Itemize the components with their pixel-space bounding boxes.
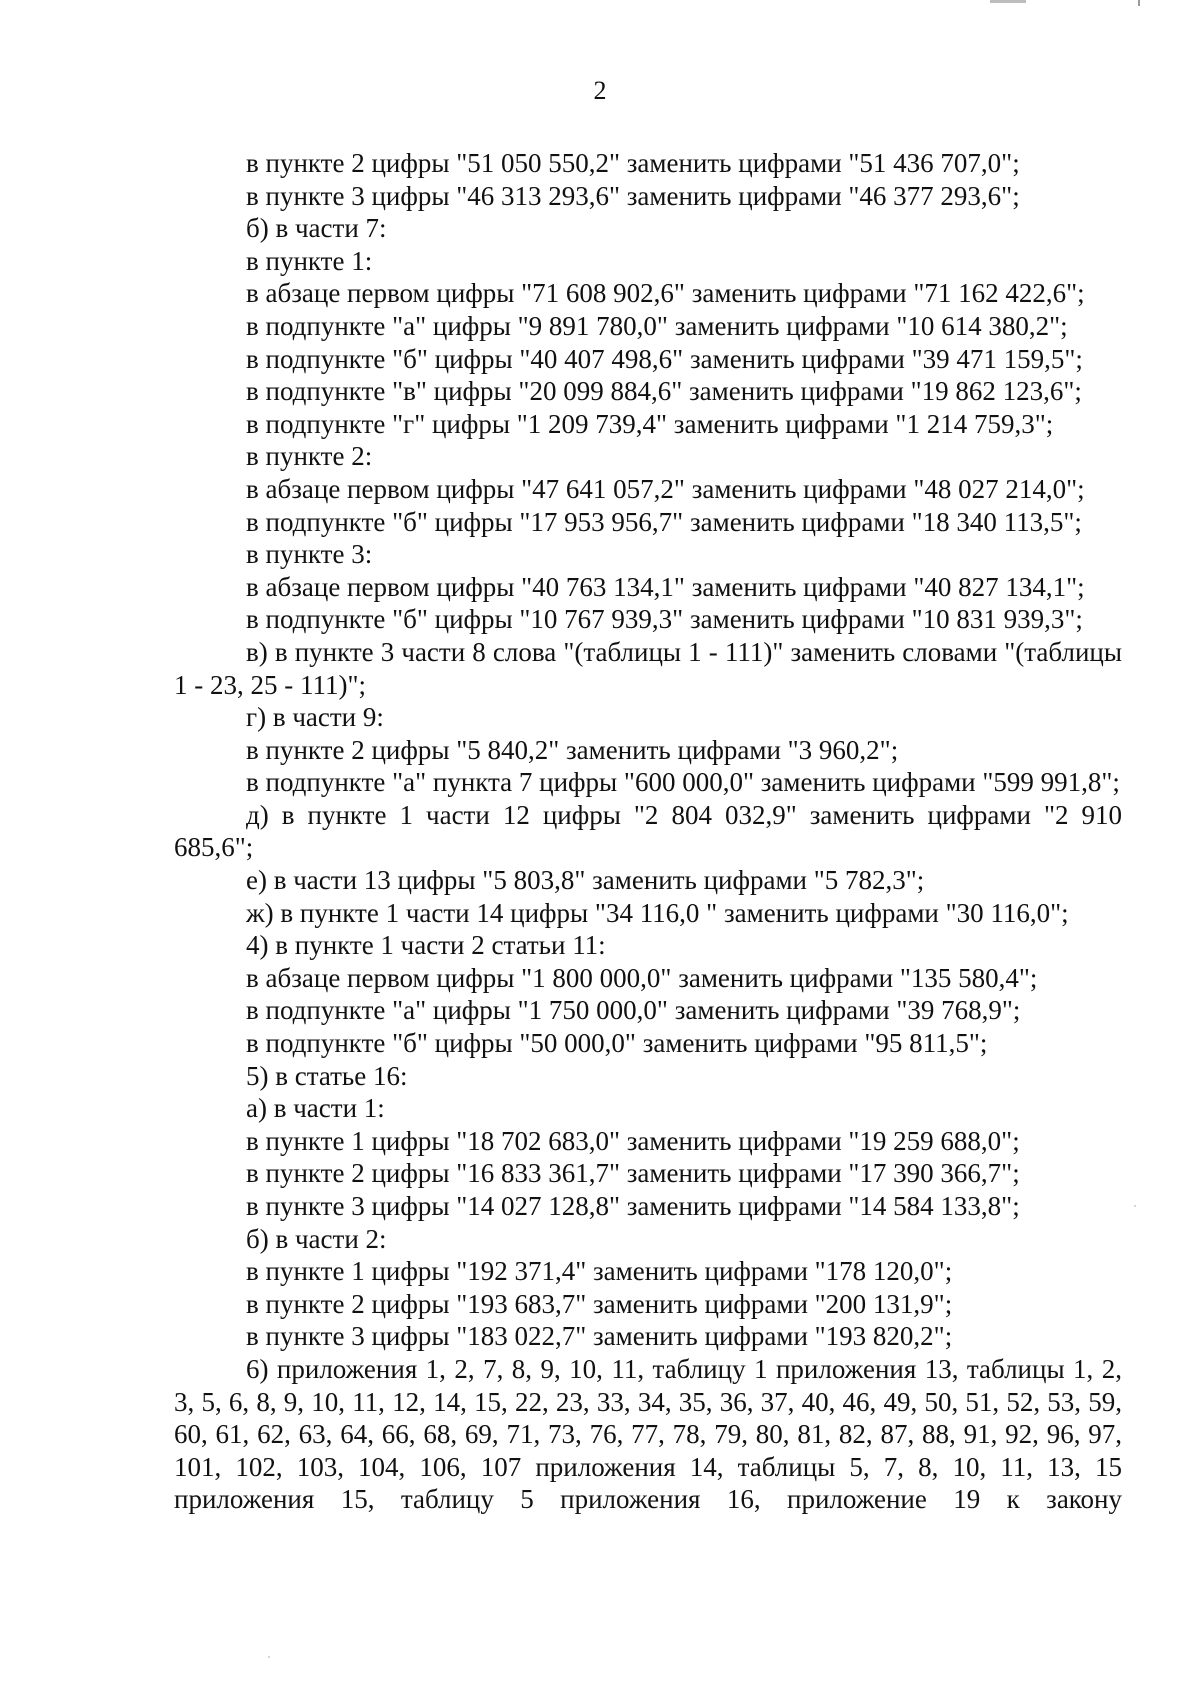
paragraph: в пункте 2 цифры "5 840,2" заменить цифрами "3 960,2"; xyxy=(246,734,899,765)
paragraph: в пункте 3: xyxy=(246,539,373,570)
paragraph: ж) в пункте 1 части 14 цифры "34 116,0 " заменить цифрами "30 116,0"; xyxy=(246,897,1069,928)
paragraph: в пункте 1: xyxy=(246,245,373,276)
scan-edge-mark-right xyxy=(1138,0,1140,6)
scan-edge-mark-left xyxy=(990,0,1026,3)
scan-speck xyxy=(1134,1205,1136,1207)
paragraph: в пункте 2 цифры "193 683,7" заменить цифрами "200 131,9"; xyxy=(246,1288,953,1319)
paragraph: в пункте 1 цифры "192 371,4" заменить цифрами "178 120,0"; xyxy=(246,1256,953,1287)
paragraph: 6) приложения 1, 2, 7, 8, 9, 10, 11, таблицу 1 приложения 13, таблицы 1, 2, 3, 5, 6, 8, 9, 10, 11, 12, 14, 15, 22, 23, 33, 34, 35, 36, 37, 40, 46, 49, 50, 51, 52, 53, 59, 60, 61, 62, 63, 64, 66, 68, 69, 71, 73, 76, 77, 78, 79, 80, 81, 82, 87, 88, 91, 92, 96, 97, 101, 102, 103, 104, 106, 107 приложения 14, таблицы 5, 7, 8, 10, 11, 13, 15 приложения 15, таблицу 5 приложения 16, приложение 19 к закону xyxy=(174,1353,1122,1515)
paragraph: в пункте 3 цифры "46 313 293,6" заменить цифрами "46 377 293,6"; xyxy=(246,180,1020,211)
paragraph: в подпункте "в" цифры "20 099 884,6" заменить цифрами "19 862 123,6"; xyxy=(246,376,1082,407)
paragraph: в подпункте "б" цифры "10 767 939,3" заменить цифрами "10 831 939,3"; xyxy=(246,604,1083,635)
paragraph: б) в части 7: xyxy=(246,213,387,244)
paragraph: е) в части 13 цифры "5 803,8" заменить цифрами "5 782,3"; xyxy=(246,865,925,896)
paragraph: в подпункте "б" цифры "40 407 498,6" заменить цифрами "39 471 159,5"; xyxy=(246,343,1083,374)
paragraph: д) в пункте 1 части 12 цифры "2 804 032,9" заменить цифрами "2 910 685,6"; xyxy=(174,799,1122,863)
document-body xyxy=(174,147,1122,1516)
paragraph: в подпункте "а" пункта 7 цифры "600 000,0" заменить цифрами "599 991,8"; xyxy=(246,767,1120,798)
scan-edge-mark xyxy=(990,0,1140,6)
paragraph: в пункте 3 цифры "14 027 128,8" заменить цифрами "14 584 133,8"; xyxy=(246,1191,1020,1221)
paragraph: в подпункте "б" цифры "50 000,0" заменить цифрами "95 811,5"; xyxy=(246,1028,988,1059)
paragraph: в пункте 2 цифры "51 050 550,2" заменить цифрами "51 436 707,0"; xyxy=(246,148,1020,178)
paragraph: б) в части 2: xyxy=(246,1223,387,1254)
paragraph: 4) в пункте 1 части 2 статьи 11: xyxy=(246,930,606,961)
paragraph: в пункте 3 цифры "183 022,7" заменить цифрами "193 820,2"; xyxy=(246,1321,953,1352)
paragraph: в подпункте "г" цифры "1 209 739,4" заменить цифрами "1 214 759,3"; xyxy=(246,408,1054,439)
paragraph: в) в пункте 3 части 8 слова "(таблицы 1 - 111)" заменить словами "(таблицы 1 - 23, 25 - 111)"; xyxy=(174,636,1122,700)
paragraph: в абзаце первом цифры "71 608 902,6" заменить цифрами "71 162 422,6"; xyxy=(246,278,1085,309)
page-number: 2 xyxy=(593,76,607,105)
paragraph: в абзаце первом цифры "1 800 000,0" заменить цифрами "135 580,4"; xyxy=(246,962,1038,993)
paragraph: в подпункте "а" цифры "1 750 000,0" заменить цифрами "39 768,9"; xyxy=(246,995,1021,1026)
paragraph: в подпункте "а" цифры "9 891 780,0" заменить цифрами "10 614 380,2"; xyxy=(246,310,1068,341)
paragraph: г) в части 9: xyxy=(246,702,384,733)
paragraph: 5) в статье 16: xyxy=(246,1060,408,1091)
paragraph: а) в части 1: xyxy=(246,1093,385,1124)
paragraph: в пункте 2: xyxy=(246,441,373,472)
scan-speck xyxy=(268,1656,270,1658)
paragraph: в подпункте "б" цифры "17 953 956,7" заменить цифрами "18 340 113,5"; xyxy=(246,506,1082,537)
paragraph: в пункте 1 цифры "18 702 683,0" заменить цифрами "19 259 688,0"; xyxy=(246,1125,1020,1156)
paragraph: в пункте 2 цифры "16 833 361,7" заменить цифрами "17 390 366,7"; xyxy=(246,1158,1020,1189)
paragraph: в абзаце первом цифры "40 763 134,1" заменить цифрами "40 827 134,1"; xyxy=(246,571,1085,602)
paragraph: в абзаце первом цифры "47 641 057,2" заменить цифрами "48 027 214,0"; xyxy=(246,473,1085,504)
